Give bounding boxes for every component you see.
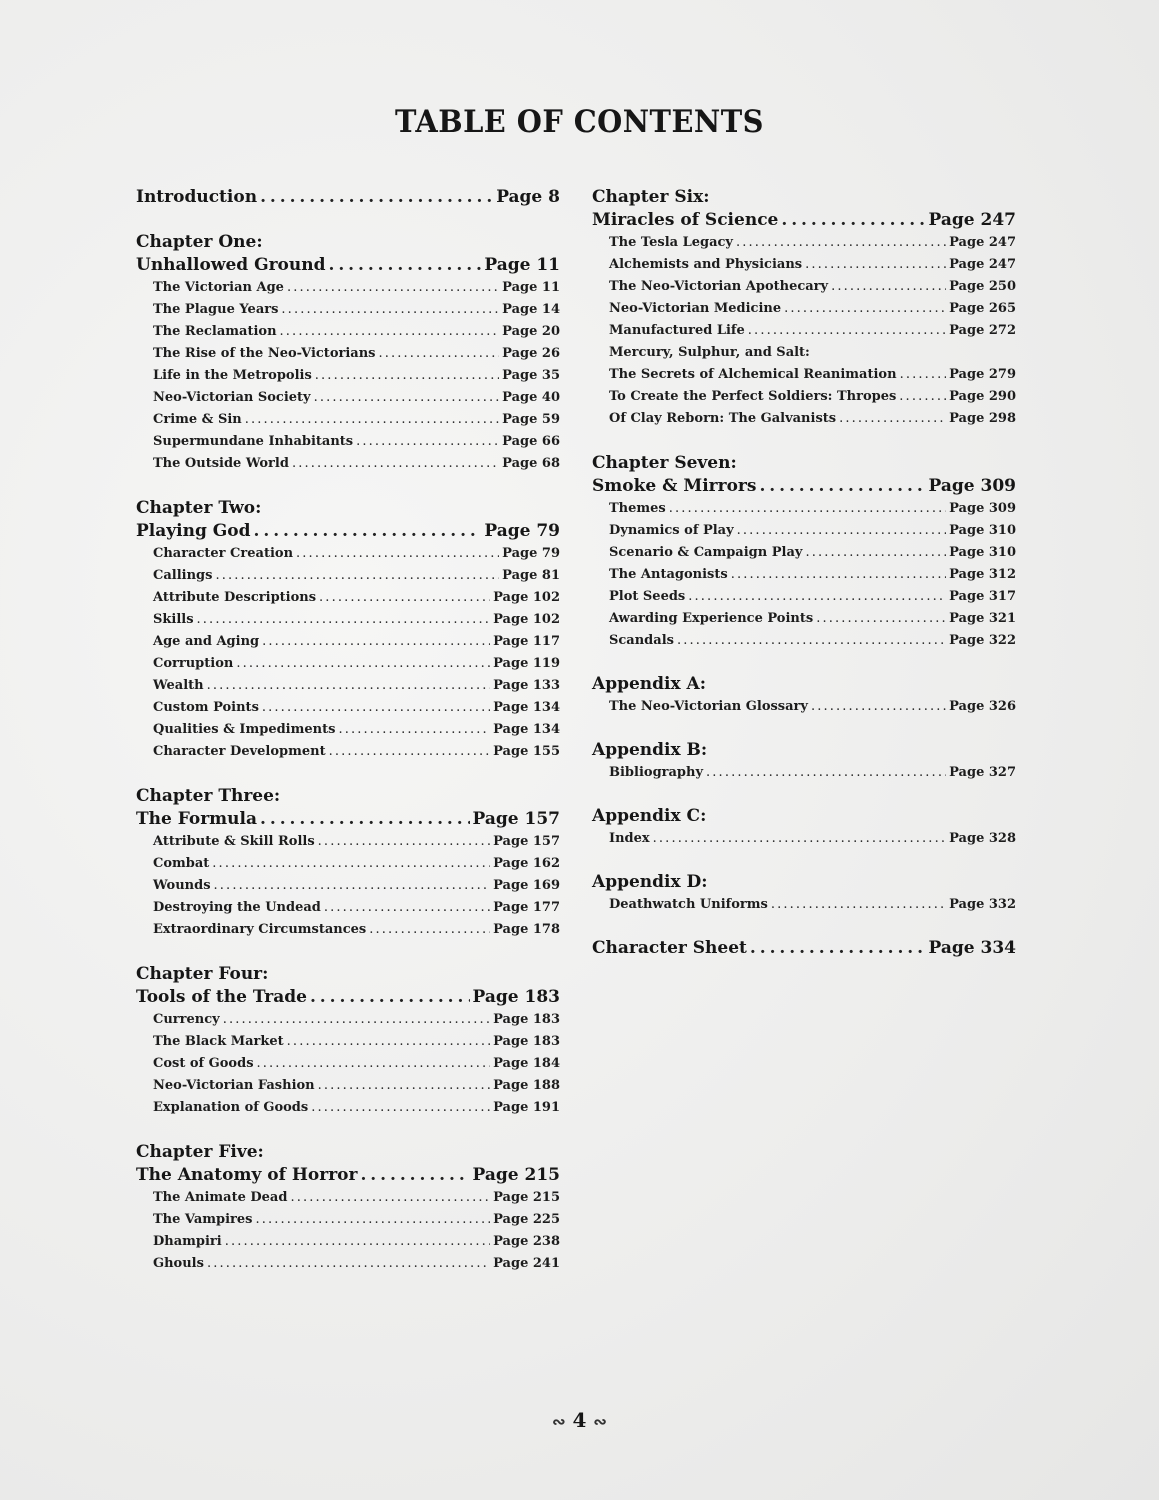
entry-label: Age and Aging xyxy=(153,634,260,649)
entry-page: Page 310 xyxy=(949,545,1016,560)
entry-page: Page 79 xyxy=(502,546,560,561)
entry-label: The Plague Years xyxy=(153,302,279,317)
toc-entry-introduction[interactable] xyxy=(136,186,560,209)
entry-page: Page 225 xyxy=(493,1212,560,1227)
toc-entry-section[interactable] xyxy=(136,299,560,321)
entry-page: Page 326 xyxy=(949,699,1016,714)
toc-entry-section[interactable] xyxy=(592,630,1016,652)
entry-page: Page 102 xyxy=(493,612,560,627)
chapter-heading: Chapter Three: xyxy=(136,786,281,806)
ornament-left-icon: ∾ xyxy=(552,1412,566,1431)
entry-page: Page 309 xyxy=(928,476,1016,496)
toc-entry-section[interactable] xyxy=(136,609,560,631)
entry-label: The Tesla Legacy xyxy=(609,235,733,250)
toc-entry-section[interactable] xyxy=(592,520,1016,542)
entry-label: Cost of Goods xyxy=(153,1056,254,1071)
toc-entry-section[interactable] xyxy=(592,298,1016,320)
toc-entry-chapter[interactable] xyxy=(592,475,1016,498)
entry-page: Page 169 xyxy=(493,878,560,893)
entry-page: Page 134 xyxy=(493,722,560,737)
entry-label: Character Development xyxy=(153,744,326,759)
toc-entry-section[interactable] xyxy=(136,897,560,919)
toc-entry-section[interactable] xyxy=(136,387,560,409)
entry-page: Page 247 xyxy=(949,257,1016,272)
entry-page: Page 20 xyxy=(502,324,560,339)
entry-page: Page 312 xyxy=(949,567,1016,582)
toc-entry-section[interactable] xyxy=(136,719,560,741)
entry-label: Destroying the Undead xyxy=(153,900,321,915)
toc-entry-section[interactable] xyxy=(592,498,1016,520)
chapter-heading: Chapter One: xyxy=(136,232,263,252)
entry-page: Page 184 xyxy=(493,1056,560,1071)
toc-entry-section[interactable] xyxy=(136,1253,560,1275)
toc-entry-section[interactable] xyxy=(592,364,1016,386)
toc-entry-chapter[interactable] xyxy=(136,254,560,277)
entry-label: Index xyxy=(609,831,650,846)
entry-page: Page 332 xyxy=(949,897,1016,912)
entry-label: The Formula xyxy=(136,809,258,829)
entry-label: Life in the Metropolis xyxy=(153,368,312,383)
toc-entry-section[interactable] xyxy=(592,564,1016,586)
entry-page: Page 317 xyxy=(949,589,1016,604)
page-number-value: 4 xyxy=(572,1408,587,1432)
toc-entry-section[interactable] xyxy=(136,1097,560,1119)
entry-page: Page 334 xyxy=(928,938,1016,958)
entry-page: Page 215 xyxy=(472,1165,560,1185)
entry-label: The Neo-Victorian Apothecary xyxy=(609,279,829,294)
appendix-heading: Appendix D: xyxy=(592,872,708,892)
entry-page: Page 133 xyxy=(493,678,560,693)
entry-page: Page 177 xyxy=(493,900,560,915)
toc-entry-section[interactable] xyxy=(592,232,1016,254)
entry-page: Page 279 xyxy=(949,367,1016,382)
toc-left-column xyxy=(136,186,560,1275)
entry-page: Page 290 xyxy=(949,389,1016,404)
page-title: TABLE OF CONTENTS xyxy=(395,104,764,140)
entry-page: Page 162 xyxy=(493,856,560,871)
toc-entry-appendix[interactable] xyxy=(592,696,1016,718)
toc-entry-chapter[interactable] xyxy=(136,1164,560,1187)
toc-entry-section[interactable] xyxy=(136,875,560,897)
toc-entry-section[interactable] xyxy=(136,1209,560,1231)
entry-label: Themes xyxy=(609,501,666,516)
entry-page: Page 157 xyxy=(493,834,560,849)
entry-label: The Animate Dead xyxy=(153,1190,288,1205)
entry-label: The Rise of the Neo-Victorians xyxy=(153,346,376,361)
entry-label: Alchemists and Physicians xyxy=(609,257,803,272)
toc-entry-section[interactable] xyxy=(592,542,1016,564)
entry-label: Of Clay Reborn: The Galvanists xyxy=(609,411,837,426)
entry-page: Page 14 xyxy=(502,302,560,317)
toc-entry-section[interactable] xyxy=(592,254,1016,276)
toc-entry-section[interactable] xyxy=(136,741,560,763)
toc-entry-section[interactable] xyxy=(136,853,560,875)
entry-page: Page 328 xyxy=(949,831,1016,846)
entry-label: The Antagonists xyxy=(609,567,728,582)
entry-page: Page 241 xyxy=(493,1256,560,1271)
toc-entry-section[interactable] xyxy=(136,453,560,475)
entry-label: Neo-Victorian Medicine xyxy=(609,301,782,316)
entry-label: Extraordinary Circumstances xyxy=(153,922,367,937)
entry-label: The Outside World xyxy=(153,456,289,471)
entry-page: Page 188 xyxy=(493,1078,560,1093)
entry-label: To Create the Perfect Soldiers: Thropes xyxy=(609,389,897,404)
entry-page: Page 322 xyxy=(949,633,1016,648)
entry-page: Page 102 xyxy=(493,590,560,605)
toc-entry-appendix[interactable] xyxy=(592,762,1016,784)
entry-label: Corruption xyxy=(153,656,234,671)
entry-label: Playing God xyxy=(136,521,251,541)
entry-label: Neo-Victorian Fashion xyxy=(153,1078,315,1093)
entry-page: Page 327 xyxy=(949,765,1016,780)
toc-entry-section[interactable] xyxy=(136,675,560,697)
entry-page: Page 81 xyxy=(502,568,560,583)
entry-page: Page 66 xyxy=(502,434,560,449)
entry-page: Page 40 xyxy=(502,390,560,405)
entry-label: Unhallowed Ground xyxy=(136,255,326,275)
entry-page: Page 8 xyxy=(496,187,560,207)
entry-page: Page 11 xyxy=(502,280,560,295)
entry-page: Page 183 xyxy=(472,987,560,1007)
entry-label: Combat xyxy=(153,856,210,871)
toc-entry-chapter[interactable] xyxy=(136,520,560,543)
entry-label: The Secrets of Alchemical Reanimation xyxy=(609,367,897,382)
entry-label: Scandals xyxy=(609,633,674,648)
entry-label: Plot Seeds xyxy=(609,589,686,604)
entry-page: Page 215 xyxy=(493,1190,560,1205)
entry-label: Dynamics of Play xyxy=(609,523,734,538)
entry-page: Page 178 xyxy=(493,922,560,937)
entry-page: Page 310 xyxy=(949,523,1016,538)
toc-entry-section[interactable] xyxy=(136,1053,560,1075)
entry-label: Ghouls xyxy=(153,1256,204,1271)
toc-entry-section[interactable] xyxy=(592,320,1016,342)
toc-entry-section[interactable] xyxy=(136,565,560,587)
entry-page: Page 157 xyxy=(472,809,560,829)
entry-page: Page 117 xyxy=(493,634,560,649)
toc-entry-section[interactable] xyxy=(136,277,560,299)
ornament-right-icon: ∾ xyxy=(593,1412,607,1431)
appendix-heading: Appendix C: xyxy=(592,806,707,826)
entry-page: Page 272 xyxy=(949,323,1016,338)
toc-entry-section[interactable] xyxy=(136,697,560,719)
chapter-heading: Chapter Seven: xyxy=(592,453,737,473)
appendix-heading: Appendix B: xyxy=(592,740,708,760)
entry-page: Page 183 xyxy=(493,1034,560,1049)
entry-page: Page 68 xyxy=(502,456,560,471)
entry-page: Page 265 xyxy=(949,301,1016,316)
entry-page: Page 134 xyxy=(493,700,560,715)
toc-entry-appendix[interactable] xyxy=(592,894,1016,916)
toc-entry-section[interactable] xyxy=(136,543,560,565)
entry-page: Page 247 xyxy=(928,210,1016,230)
toc-entry-section[interactable] xyxy=(136,831,560,853)
toc-entry-section[interactable] xyxy=(136,1009,560,1031)
entry-label: Miracles of Science xyxy=(592,210,779,230)
chapter-heading: Chapter Five: xyxy=(136,1142,264,1162)
entry-label: Supermundane Inhabitants xyxy=(153,434,354,449)
entry-label: The Neo-Victorian Glossary xyxy=(609,699,808,714)
entry-label: Smoke & Mirrors xyxy=(592,476,757,496)
toc-entry-section[interactable] xyxy=(136,321,560,343)
entry-label: Currency xyxy=(153,1012,220,1027)
entry-page: Page 155 xyxy=(493,744,560,759)
entry-label: Crime & Sin xyxy=(153,412,242,427)
entry-page: Page 238 xyxy=(493,1234,560,1249)
appendix-heading: Appendix A: xyxy=(592,674,707,694)
entry-label: Skills xyxy=(153,612,194,627)
entry-label: Qualities & Impediments xyxy=(153,722,336,737)
entry-label: Dhampiri xyxy=(153,1234,222,1249)
entry-label: Awarding Experience Points xyxy=(609,611,814,626)
entry-page: Page 191 xyxy=(493,1100,560,1115)
entry-label: Deathwatch Uniforms xyxy=(609,897,768,912)
toc-entry-section[interactable] xyxy=(592,586,1016,608)
entry-label: Attribute Descriptions xyxy=(153,590,317,605)
entry-page: Page 35 xyxy=(502,368,560,383)
entry-label: The Black Market xyxy=(153,1034,284,1049)
entry-label: The Reclamation xyxy=(153,324,277,339)
toc-entry-chapter[interactable] xyxy=(136,808,560,831)
entry-label: The Anatomy of Horror xyxy=(136,1165,358,1185)
entry-label: Bibliography xyxy=(609,765,704,780)
entry-page: Page 119 xyxy=(493,656,560,671)
toc-entry-appendix[interactable] xyxy=(592,828,1016,850)
entry-page: Page 183 xyxy=(493,1012,560,1027)
entry-page: Page 247 xyxy=(949,235,1016,250)
entry-page: Page 298 xyxy=(949,411,1016,426)
entry-page: Page 79 xyxy=(484,521,560,541)
toc-entry-section[interactable] xyxy=(592,276,1016,298)
entry-label: Scenario & Campaign Play xyxy=(609,545,803,560)
entry-label: Wealth xyxy=(153,678,204,693)
entry-label: Tools of the Trade xyxy=(136,987,307,1007)
chapter-heading: Chapter Two: xyxy=(136,498,262,518)
toc-right-column xyxy=(592,186,1016,960)
entry-label: The Vampires xyxy=(153,1212,253,1227)
entry-label: Manufactured Life xyxy=(609,323,745,338)
toc-entry-section[interactable] xyxy=(136,365,560,387)
entry-label: Neo-Victorian Society xyxy=(153,390,311,405)
toc-entry-section[interactable] xyxy=(136,1231,560,1253)
entry-page: Page 250 xyxy=(949,279,1016,294)
entry-page: Page 309 xyxy=(949,501,1016,516)
chapter-heading: Chapter Four: xyxy=(136,964,269,984)
toc-entry-section[interactable] xyxy=(136,1031,560,1053)
entry-page: Page 11 xyxy=(484,255,560,275)
entry-label: Attribute & Skill Rolls xyxy=(153,834,315,849)
toc-entry-section[interactable] xyxy=(592,386,1016,408)
page-number xyxy=(0,1408,1159,1432)
toc-entry-section[interactable] xyxy=(136,1187,560,1209)
toc-entry-section[interactable] xyxy=(136,431,560,453)
entry-label: Character Sheet xyxy=(592,938,747,958)
section-group-heading: Mercury, Sulphur, and Salt: xyxy=(609,345,810,360)
entry-page: Page 321 xyxy=(949,611,1016,626)
toc-entry-section[interactable] xyxy=(136,409,560,431)
toc-entry-section[interactable] xyxy=(592,608,1016,630)
entry-label: The Victorian Age xyxy=(153,280,284,295)
toc-entry-chapter[interactable] xyxy=(592,209,1016,232)
entry-label: Character Creation xyxy=(153,546,294,561)
entry-label: Explanation of Goods xyxy=(153,1100,309,1115)
entry-label: Callings xyxy=(153,568,213,583)
toc-entry-section[interactable] xyxy=(136,631,560,653)
toc-entry-section[interactable] xyxy=(136,587,560,609)
toc-entry-section[interactable] xyxy=(136,1075,560,1097)
toc-entry-section[interactable] xyxy=(136,919,560,941)
toc-entry-section[interactable] xyxy=(136,653,560,675)
toc-entry-character-sheet[interactable] xyxy=(592,937,1016,960)
chapter-heading: Chapter Six: xyxy=(592,187,710,207)
entry-label: Wounds xyxy=(153,878,211,893)
entry-page: Page 26 xyxy=(502,346,560,361)
entry-label: Introduction xyxy=(136,187,258,207)
toc-entry-chapter[interactable] xyxy=(136,986,560,1009)
entry-label: Custom Points xyxy=(153,700,259,715)
entry-page: Page 59 xyxy=(502,412,560,427)
toc-entry-section[interactable] xyxy=(592,408,1016,430)
toc-entry-section[interactable] xyxy=(136,343,560,365)
